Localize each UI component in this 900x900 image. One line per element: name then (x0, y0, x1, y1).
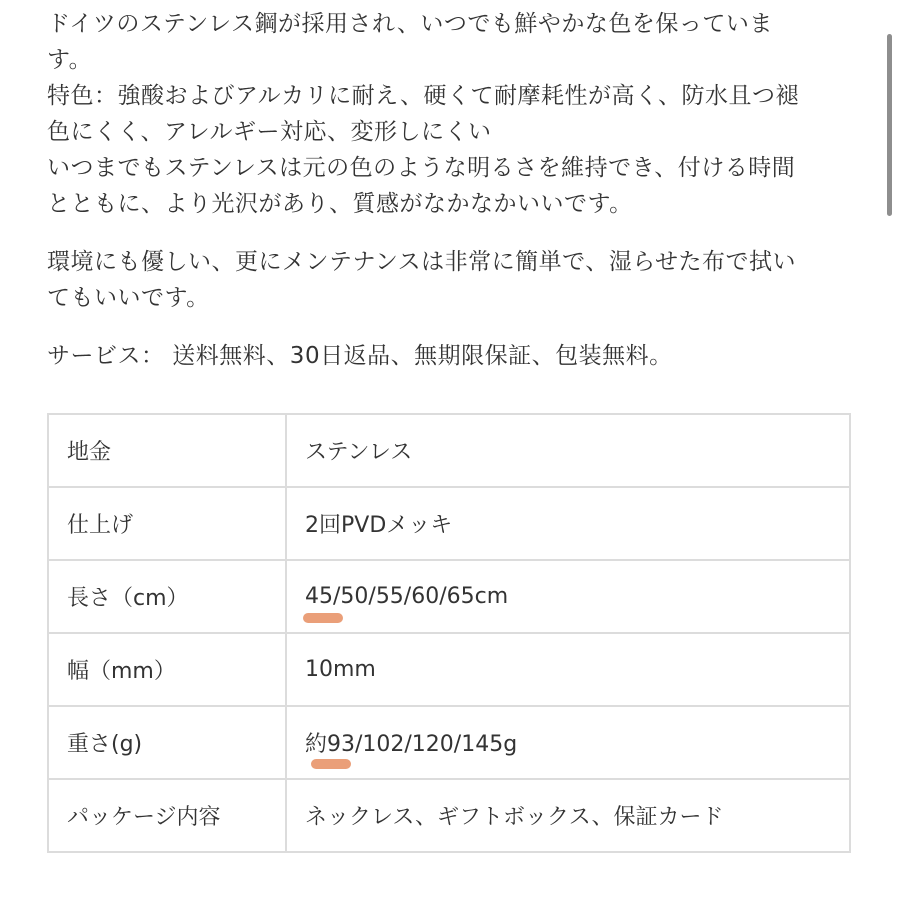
spec-value: ネックレス、ギフトボックス、保証カード (286, 779, 850, 852)
text-line: 特色：強酸およびアルカリに耐え、硬くて耐摩耗性が高く、防水且つ褪 (47, 83, 799, 109)
spec-value: 約93/102/120/145g (305, 732, 518, 757)
spec-value: 2回PVDメッキ (286, 487, 850, 560)
spec-value: ステンレス (286, 414, 850, 487)
spec-value-cell (286, 706, 850, 779)
table-row (48, 779, 850, 852)
text-line: 環境にも優しい、更にメンテナンスは非常に簡単で、湿らせた布で拭い (47, 249, 797, 275)
scrollbar[interactable] (887, 34, 892, 216)
spec-value: 10mm (286, 633, 850, 706)
table-row (48, 560, 850, 633)
table-row (48, 706, 850, 779)
text-line: ドイツのステンレス鋼が採用され、いつでも鮮やかな色を保っていま (47, 11, 773, 37)
text-line: サービス： 送料無料、30日返品、無期限保証、包装無料。 (47, 343, 673, 369)
paragraph-maintenance (47, 244, 847, 316)
spec-label: 重さ(g) (48, 706, 286, 779)
table-row (48, 633, 850, 706)
highlight-mark (311, 759, 351, 769)
paragraph-features (47, 6, 847, 222)
spec-value-cell (286, 560, 850, 633)
spec-label: 地金 (48, 414, 286, 487)
spec-label: 長さ（cm） (48, 560, 286, 633)
spec-label: 幅（mm） (48, 633, 286, 706)
text-line: とともに、より光沢があり、質感がなかなかいいです。 (47, 191, 633, 217)
text-line: 色にくく、アレルギー対応、変形しにくい (47, 119, 492, 145)
paragraph-service (47, 338, 847, 374)
spec-label: パッケージ内容 (48, 779, 286, 852)
spec-table (47, 413, 851, 853)
spec-label: 仕上げ (48, 487, 286, 560)
table-row (48, 414, 850, 487)
spec-value: 45/50/55/60/65cm (305, 584, 509, 609)
text-line: す。 (47, 47, 93, 73)
text-line: いつまでもステンレスは元の色のような明るさを維持でき、付ける時間 (47, 155, 796, 181)
highlight-mark (303, 613, 343, 623)
description-text (47, 6, 847, 374)
text-line: てもいいです。 (47, 285, 210, 311)
table-row (48, 487, 850, 560)
